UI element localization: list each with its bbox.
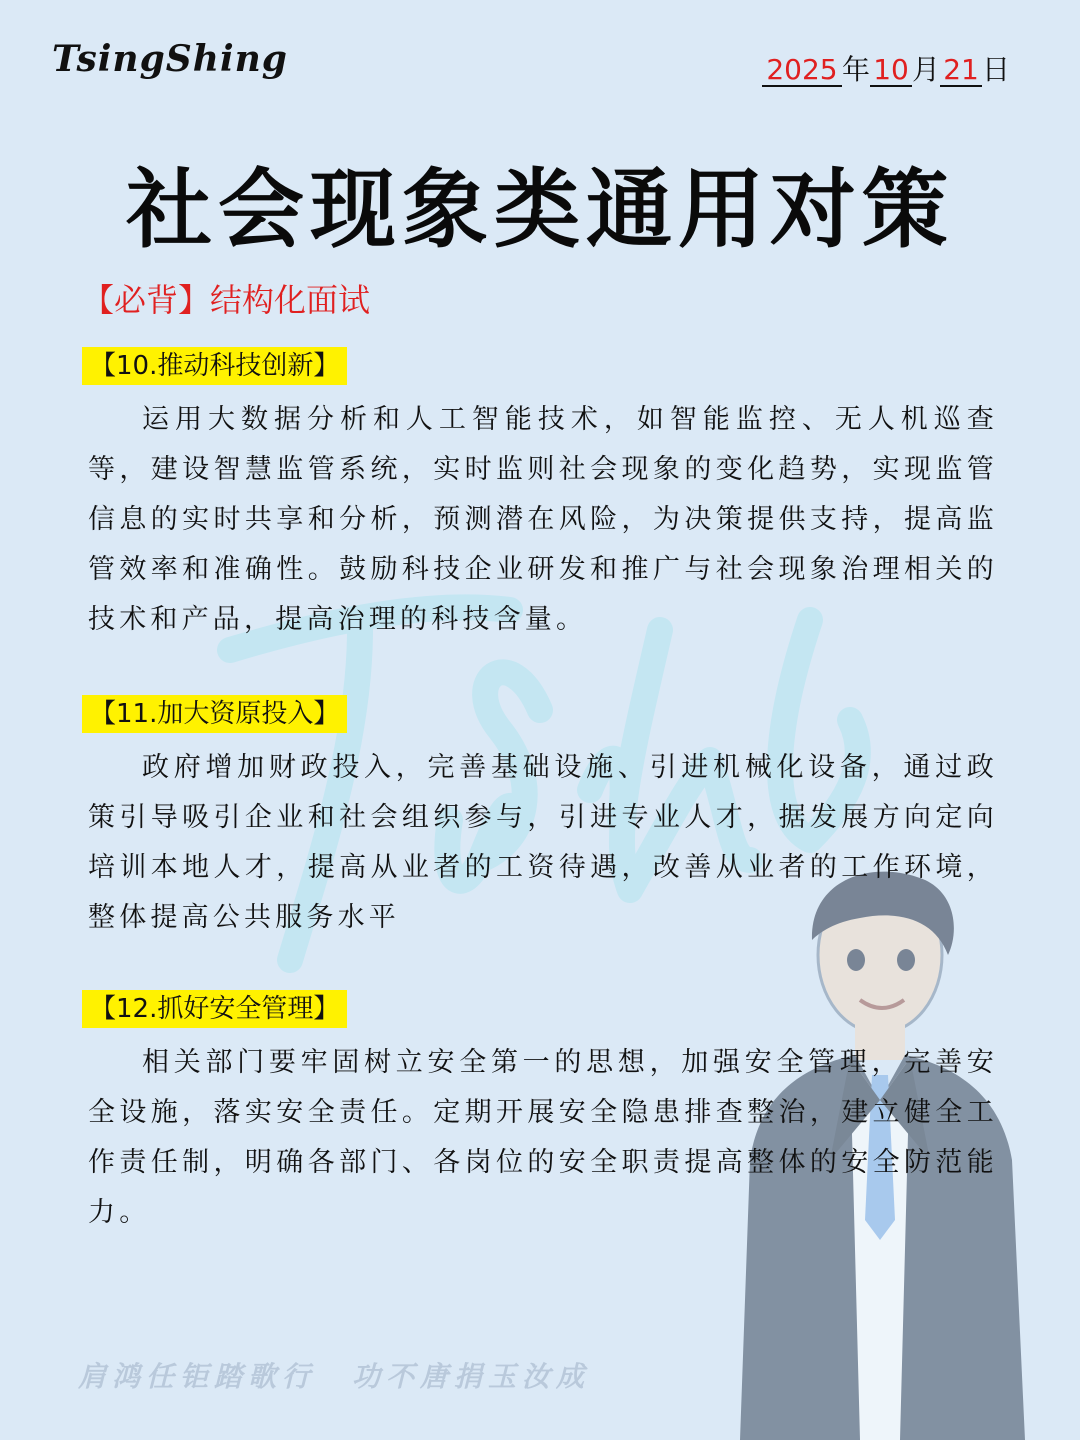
section-paragraph: 相关部门要牢固树立安全第一的思想，加强安全管理，完善安全设施，落实安全责任。定期开展安全隐患排查整治，建立健全工作责任制，明确各部门、各岗位的安全职责提高整体的安全防范能力。 (88, 1047, 998, 1228)
section-tag: 【12.抓好安全管理】 (82, 990, 347, 1028)
date-day: 21 (940, 55, 982, 87)
section-paragraph: 运用大数据分析和人工智能技术，如智能监控、无人机巡查等，建设智慧监管系统，实时监则社会现象的变化趋势，实现监管信息的实时共享和分析，预测潜在风险，为决策提供支持，提高监管效率和准确性。鼓励科技企业研发和推广与社会现象治理相关的技术和产品，提高治理的科技含量。 (88, 404, 998, 635)
section-12 (88, 990, 998, 1238)
subtitle: 【必背】结构化面试 (82, 281, 371, 319)
section-tag: 【10.推动科技创新】 (82, 347, 347, 385)
date-month-unit: 月 (912, 53, 941, 86)
section-tag: 【11.加大资原投入】 (82, 695, 347, 733)
date-year: 2025 (762, 55, 842, 87)
date-month: 10 (870, 55, 912, 87)
section-10 (88, 347, 998, 645)
motto-right: 功不唐捐玉汝成 (352, 1360, 591, 1393)
page-title: 社会现象类通用对策 (126, 160, 954, 260)
footer-motto (78, 1355, 590, 1395)
date-field (762, 48, 1010, 88)
brand-logo: TsingShing (52, 38, 288, 80)
date-day-unit: 日 (982, 53, 1011, 86)
section-11 (88, 695, 998, 943)
section-paragraph: 政府增加财政投入，完善基础设施、引进机械化设备，通过政策引导吸引企业和社会组织参与，引进专业人才，据发展方向定向培训本地人才，提高从业者的工资待遇，改善从业者的工作环境，整体提高公共服务水平 (88, 752, 998, 933)
motto-left: 肩鸿任钜踏歌行 (78, 1360, 317, 1393)
date-year-unit: 年 (842, 53, 871, 86)
